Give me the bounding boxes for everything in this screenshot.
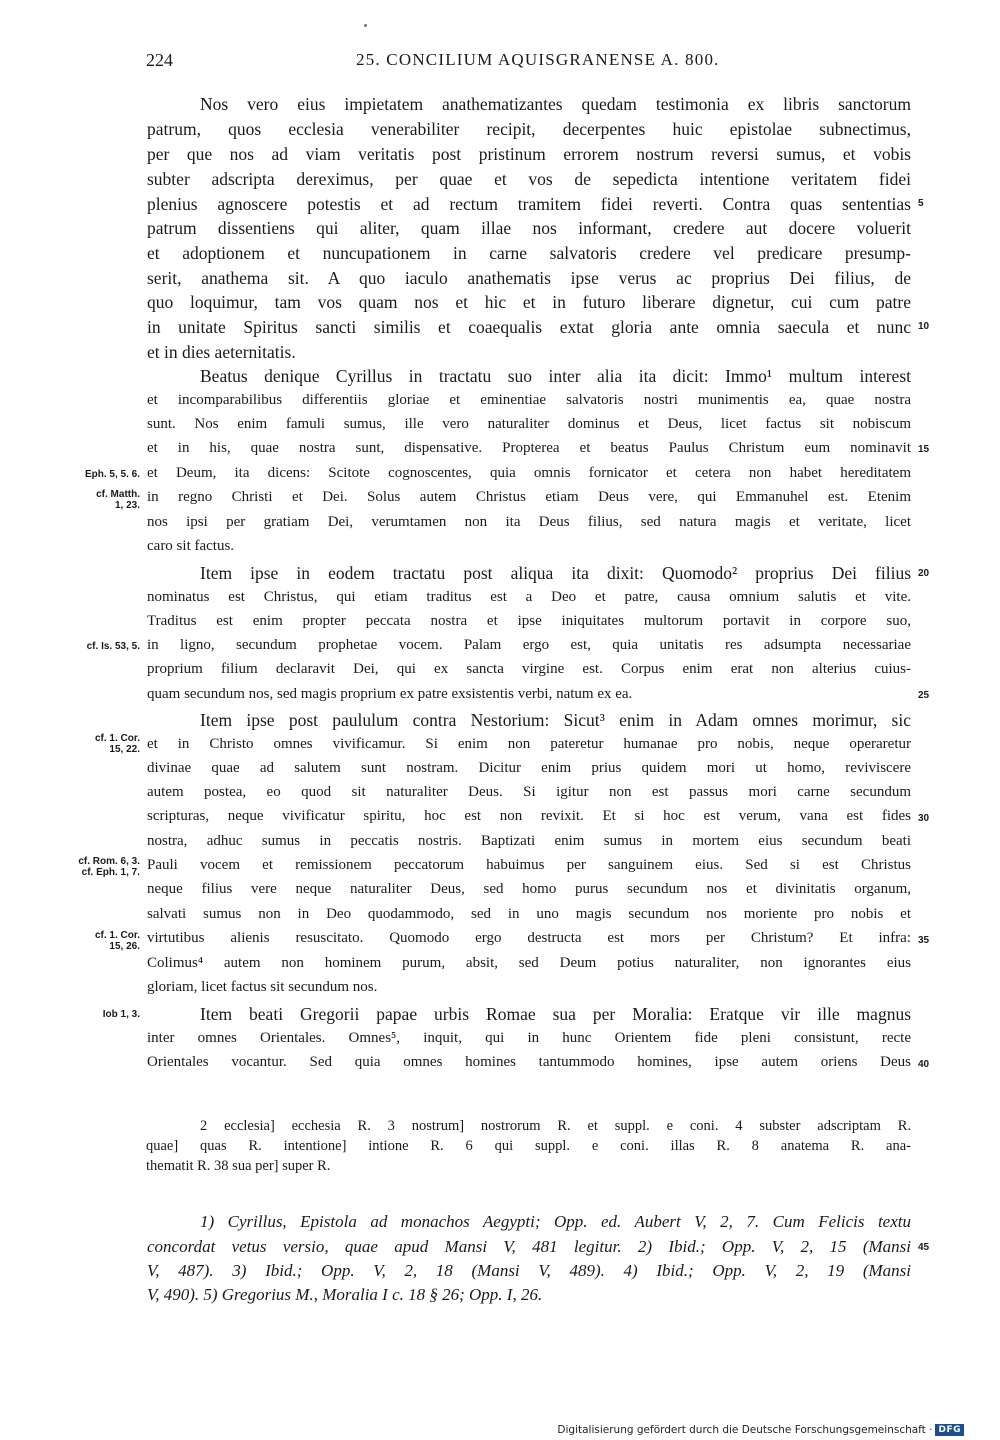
body-line: Nos vero eius impietatem anathematizantes quedam testimonia ex libris sanctorum [200,94,911,114]
body-line: Item ipse post paululum contra Nestorium: Sicut³ enim in Adam omnes morimur, sic [200,710,911,730]
body-line: et in Christo omnes vivificamur. Si enim non pateretur humanae pro nobis, neque operaretur [147,736,911,752]
body-line: patrum dissentiens qui aliter, quam illae nos informant, credere aut docere voluerit [147,218,911,238]
body-line: Colimus⁴ autem non hominem purum, absit, sed Deum potius naturaliter, non ignorantes eius [147,955,911,971]
line-number: 35 [918,935,930,946]
credit-text: Digitalisierung gefördert durch die Deutsche Forschungsgemeinschaft · [557,1424,933,1436]
scan-mark [364,24,367,27]
body-line: patrum, quos ecclesia venerabiliter recipit, decerpentes huic epistolae subnectimus, [147,119,911,139]
body-line: Traditus est enim propter peccata nostra et ipse iniquitates multorum portavit in corpore suo, [147,613,911,629]
margin-reference: cf. 1. Cor. [94,733,140,744]
body-line: subter adscripta dereximus, per quae et vos de sepedicta intentione veritatem fidei [147,169,911,189]
body-line: gloriam, licet factus sit secundum nos. [147,979,378,995]
body-line: nominatus est Christus, qui etiam traditus est a Deo et patre, causa omnium salutis et vite. [147,589,911,605]
body-line: et Deum, ita dicens: Scitote cognoscentes, quia omnis fornicator et cetera non habet hereditatem [147,465,911,481]
body-line: proprium filium declaravit Dei, qui ex sancta virgine est. Corpus enim erat non alterius cuius- [147,661,911,677]
running-title: 25. CONCILIUM AQUISGRANENSE A. 800. [356,50,720,69]
body-line: neque filius vere neque naturaliter Deus, sed homo purus secundum nos et divinitatis organum, [147,881,911,897]
line-number: 25 [918,690,930,701]
body-line: Beatus denique Cyrillus in tractatu suo inter alia ita dicit: Immo¹ multum interest [200,366,911,386]
body-line: salvati sumus non in Deo quodammodo, sed in uno magis secundum nos moriente pro nobis et [147,906,911,922]
margin-reference: cf. Eph. 1, 7. [81,867,140,878]
body-line: virtutibus alienis resuscitato. Quomodo ergo destructa est mors per Christum? Et infra: [147,930,911,946]
margin-reference: cf. 1. Cor. [94,930,140,941]
dfg-logo: DFG [935,1424,964,1436]
body-line: Item ipse in eodem tractatu post aliqua ita dixit: Quomodo² proprius Dei filius [200,563,911,583]
body-line: quam secundum nos, sed magis proprium ex patre exsistentis verbi, natum ex ea. [147,686,633,702]
margin-reference: Eph. 5, 5. 6. [84,469,140,480]
body-line: plenius agnoscere potestis et ad rectum tramitem fidei reverti. Contra quas sententias [147,194,911,214]
apparatus-line: thematit R. 38 sua per] super R. [146,1158,331,1174]
footnote-line: concordat vetus versio, quae apud Mansi V, 481 legitur. 2) Ibid.; Opp. V, 2, 15 (Mansi [147,1237,911,1256]
margin-reference: 1, 23. [114,500,140,511]
body-line: et incomparabilibus differentiis gloriae et eminentiae salvatoris nostri munimentis ea, quae nostra [147,392,911,408]
body-line: et in his, quae nostra sunt, dispensative. Propterea et beatus Paulus Christum eum nominavit [147,440,911,456]
apparatus-line: quae] quas R. intentione] intione R. 6 qui suppl. e coni. illas R. 8 anatema R. ana- [146,1138,911,1154]
footnote-line: V, 490). 5) Gregorius M., Moralia I c. 18 § 26; Opp. I, 26. [147,1285,543,1304]
body-line: inter omnes Orientales. Omnes⁵, inquit, qui in hunc Orientem fide pleni consistunt, recte [147,1030,911,1046]
body-line: nostra, adhuc sumus in peccatis nostris. Baptizati enim sumus in mortem eius secundum beati [147,833,911,849]
body-line: et adoptionem et nuncupationem in carne salvatoris credere vel predicare presump- [147,243,911,263]
margin-reference: 15, 22. [109,744,140,755]
body-line: Orientales vocantur. Sed quia omnes homines tantummodo homines, ipse autem oriens Deus [147,1054,911,1070]
body-line: caro sit factus. [147,538,235,554]
margin-reference: cf. Matth. [96,489,140,500]
margin-reference: 15, 26. [109,941,140,952]
body-line: divinae quae ad salutem sunt nostram. Dicitur enim prius quidem mori ut homo, reviviscere [147,760,911,776]
line-number: 15 [918,444,930,455]
margin-reference: cf. Rom. 6, 3. [78,856,140,867]
body-line: in regno Christi et Dei. Solus autem Christus etiam Deus vere, qui Emmanuhel est. Etenim [147,489,911,505]
digitization-credit [557,1424,964,1436]
body-line: in unitate Spiritus sancti similis et coaequalis extat gloria ante omnia saecula et nunc [147,317,911,337]
margin-reference: cf. Is. 53, 5. [86,641,140,652]
body-line: sunt. Nos enim famuli sumus, ille vero naturaliter dominus et Deus, licet factus sit nobiscum [147,416,911,432]
page-number: 224 [146,50,173,70]
body-line: scripturas, neque vivificatur spiritu, hoc est non revixit. Et si hoc est verum, vana est fides [147,808,911,824]
body-line: quo loquimur, tam vos quam nos et hic et in futuro liberare dignetur, cui cum patre [147,292,911,312]
footnote-line: V, 487). 3) Ibid.; Opp. V, 2, 18 (Mansi V, 489). 4) Ibid.; Opp. V, 2, 19 (Mansi [147,1261,911,1280]
margin-reference: Iob 1, 3. [102,1009,140,1020]
body-line: Item beati Gregorii papae urbis Romae sua per Moralia: Eratque vir ille magnus [200,1004,911,1024]
apparatus-line: 2 ecclesia] ecchesia R. 3 nostrum] nostrorum R. et suppl. e coni. 4 subster adscriptam R. [200,1118,911,1134]
footnote-line: 1) Cyrillus, Epistola ad monachos Aegypti; Opp. ed. Aubert V, 2, 7. Cum Felicis textu [200,1212,911,1231]
line-number: 40 [918,1059,930,1070]
body-line: serit, anathema sit. A quo iaculo anathematis ipse verus ac proprius Dei filius, de [147,268,911,288]
line-number: 20 [918,568,930,579]
body-line: in ligno, secundum prophetae vocem. Palam ergo est, quia unitatis res adsumpta necessariae [147,637,911,653]
line-number: 10 [918,321,930,332]
body-line: autem postea, eo quod sit naturaliter Deus. Si igitur non est passus mori carne secundum [147,784,911,800]
body-line: Pauli vocem et remissionem peccatorum habuimus per sanguinem eius. Sed si est Christus [147,857,911,873]
body-line: nos ipsi per gratiam Dei, verumtamen non ita Deus filius, sed natura magis et veritate, licet [147,514,911,530]
body-line: et in dies aeternitatis. [147,342,296,362]
line-number: 45 [918,1242,930,1253]
line-number: 30 [918,813,930,824]
line-number: 5 [918,198,924,209]
body-line: per que nos ad viam veritatis post pristinum errorem nostrum reversi sumus, et vobis [147,144,911,164]
